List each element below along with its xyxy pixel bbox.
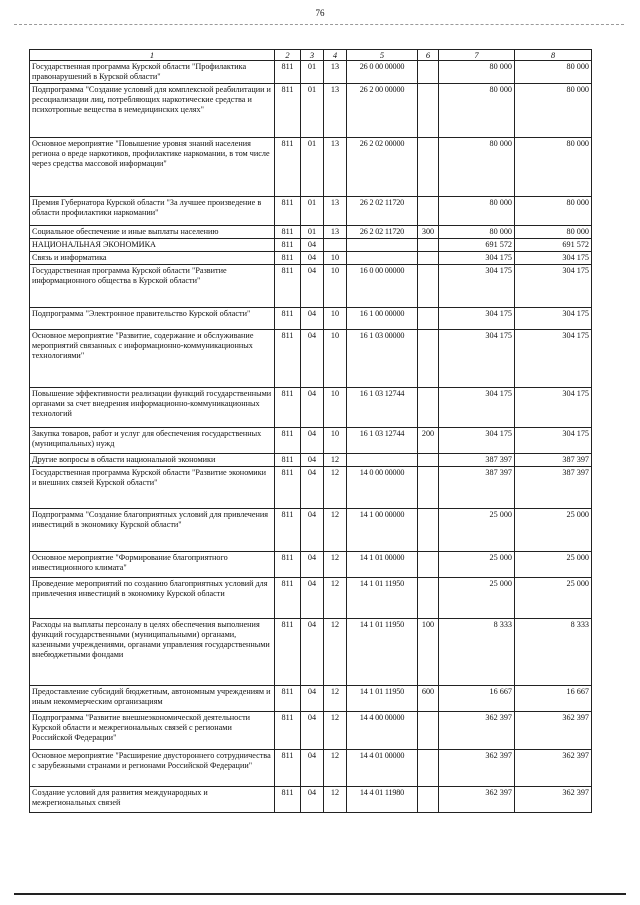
expense-type [418,787,439,813]
row-label: Подпрограмма "Развитие внешнеэкономической деятельности Курской области и межрегиональных связей с регионами Российской Федерации" [30,712,275,750]
table-row [30,787,592,813]
amount-year-2: 691 572 [515,239,592,252]
amount-year-2: 80 000 [515,61,592,84]
subsection-code: 10 [324,252,347,265]
expense-type [418,197,439,226]
admin-code: 811 [275,552,301,578]
table-row [30,61,592,84]
section-code: 01 [301,197,324,226]
expense-type: 300 [418,226,439,239]
amount-year-2: 25 000 [515,578,592,619]
subsection-code: 12 [324,552,347,578]
section-code: 01 [301,84,324,138]
target-article: 14 4 01 00000 [347,750,418,787]
row-label: Основное мероприятие "Повышение уровня знаний населения региона о вреде наркотиков, профилактике наркомании, в том числе через средства массовой информации" [30,138,275,197]
section-code: 01 [301,138,324,197]
amount-year-2: 387 397 [515,467,592,509]
expense-type [418,252,439,265]
amount-year-1: 304 175 [439,265,515,308]
target-article: 14 4 00 00000 [347,712,418,750]
amount-year-1: 304 175 [439,388,515,428]
amount-year-1: 80 000 [439,197,515,226]
row-label: Премия Губернатора Курской области "За лучшее произведение в области профилактики наркомании" [30,197,275,226]
subsection-code: 12 [324,509,347,552]
admin-code: 811 [275,578,301,619]
expense-type: 200 [418,428,439,454]
amount-year-1: 304 175 [439,308,515,330]
section-code: 04 [301,619,324,686]
amount-year-2: 16 667 [515,686,592,712]
section-code: 04 [301,509,324,552]
admin-code: 811 [275,428,301,454]
expense-type [418,712,439,750]
column-header: 5 [347,50,418,61]
table-row [30,252,592,265]
section-code: 04 [301,552,324,578]
table-row [30,454,592,467]
amount-year-1: 25 000 [439,509,515,552]
admin-code: 811 [275,61,301,84]
row-label: Другие вопросы в области национальной экономики [30,454,275,467]
admin-code: 811 [275,265,301,308]
subsection-code: 12 [324,578,347,619]
subsection-code: 13 [324,226,347,239]
expense-type [418,84,439,138]
amount-year-1: 80 000 [439,138,515,197]
amount-year-2: 387 397 [515,454,592,467]
subsection-code: 12 [324,467,347,509]
row-label: Проведение мероприятий по созданию благоприятных условий для привлечения инвестиций в экономику Курской области [30,578,275,619]
admin-code: 811 [275,750,301,787]
amount-year-1: 25 000 [439,552,515,578]
admin-code: 811 [275,84,301,138]
row-label: Подпрограмма "Электронное правительство Курской области" [30,308,275,330]
table-row [30,428,592,454]
amount-year-2: 304 175 [515,265,592,308]
amount-year-2: 304 175 [515,252,592,265]
column-header: 1 [30,50,275,61]
amount-year-2: 25 000 [515,509,592,552]
expense-type [418,467,439,509]
target-article: 14 1 01 11950 [347,578,418,619]
amount-year-2: 362 397 [515,750,592,787]
subsection-code: 10 [324,308,347,330]
table-row [30,197,592,226]
amount-year-2: 80 000 [515,138,592,197]
admin-code: 811 [275,308,301,330]
amount-year-1: 691 572 [439,239,515,252]
section-code: 04 [301,388,324,428]
row-label: Основное мероприятие "Формирование благоприятного инвестиционного климата" [30,552,275,578]
table-row [30,467,592,509]
admin-code: 811 [275,712,301,750]
subsection-code: 10 [324,330,347,388]
target-article: 26 2 00 00000 [347,84,418,138]
table-row [30,686,592,712]
subsection-code: 12 [324,750,347,787]
row-label: Закупка товаров, работ и услуг для обеспечения государственных (муниципальных) нужд [30,428,275,454]
subsection-code: 13 [324,84,347,138]
amount-year-2: 8 333 [515,619,592,686]
subsection-code: 12 [324,787,347,813]
table-row [30,84,592,138]
target-article: 16 1 03 12744 [347,428,418,454]
column-header: 6 [418,50,439,61]
target-article: 14 1 00 00000 [347,509,418,552]
admin-code: 811 [275,226,301,239]
target-article: 26 2 02 00000 [347,138,418,197]
expense-type [418,750,439,787]
expense-type [418,265,439,308]
row-label: Государственная программа Курской области "Профилактика правонарушений в Курской области" [30,61,275,84]
target-article: 26 0 00 00000 [347,61,418,84]
subsection-code: 12 [324,619,347,686]
target-article: 16 0 00 00000 [347,265,418,308]
admin-code: 811 [275,239,301,252]
amount-year-1: 80 000 [439,226,515,239]
admin-code: 811 [275,619,301,686]
amount-year-1: 387 397 [439,467,515,509]
expense-type [418,308,439,330]
expense-type [418,552,439,578]
section-code: 01 [301,61,324,84]
amount-year-2: 304 175 [515,388,592,428]
target-article: 16 1 00 00000 [347,308,418,330]
target-article: 14 1 01 11950 [347,686,418,712]
section-code: 04 [301,454,324,467]
section-code: 04 [301,712,324,750]
row-label: Социальное обеспечение и иные выплаты населению [30,226,275,239]
admin-code: 811 [275,388,301,428]
target-article: 14 0 00 00000 [347,467,418,509]
admin-code: 811 [275,787,301,813]
table-row [30,712,592,750]
target-article [347,454,418,467]
section-code: 04 [301,787,324,813]
expense-type [418,509,439,552]
row-label: Государственная программа Курской области "Развитие информационного общества в Курской области" [30,265,275,308]
top-divider [14,24,624,25]
expense-type [418,330,439,388]
target-article: 26 2 02 11720 [347,197,418,226]
row-label: Предоставление субсидий бюджетным, автономным учреждениям и иным некоммерческим организациям [30,686,275,712]
row-label: Связь и информатика [30,252,275,265]
column-header: 2 [275,50,301,61]
subsection-code: 13 [324,61,347,84]
admin-code: 811 [275,330,301,388]
target-article: 26 2 02 11720 [347,226,418,239]
admin-code: 811 [275,252,301,265]
section-code: 04 [301,239,324,252]
page-number: 76 [315,8,325,18]
amount-year-1: 304 175 [439,428,515,454]
section-code: 04 [301,578,324,619]
target-article: 14 4 01 11980 [347,787,418,813]
amount-year-1: 16 667 [439,686,515,712]
row-label: Подпрограмма "Создание условий для комплексной реабилитации и ресоциализации лиц, потребляющих наркотические средства и психотропные вещества в немедицинских целях" [30,84,275,138]
expense-type [418,578,439,619]
table-row [30,330,592,388]
section-code: 01 [301,226,324,239]
subsection-code: 12 [324,686,347,712]
amount-year-2: 80 000 [515,84,592,138]
row-label: Государственная программа Курской области "Развитие экономики и внешних связей Курской области" [30,467,275,509]
table-body [30,50,592,813]
expense-type: 600 [418,686,439,712]
section-code: 04 [301,750,324,787]
row-label: НАЦИОНАЛЬНАЯ ЭКОНОМИКА [30,239,275,252]
subsection-code: 13 [324,197,347,226]
table-row [30,552,592,578]
amount-year-2: 304 175 [515,308,592,330]
row-label: Основное мероприятие "Расширение двустороннего сотрудничества с зарубежными странами и регионами Российской Федерации" [30,750,275,787]
section-code: 04 [301,686,324,712]
amount-year-2: 304 175 [515,330,592,388]
row-label: Основное мероприятие "Развитие, содержание и обслуживание мероприятий связанных с информационно-коммуникационных технологиями" [30,330,275,388]
amount-year-2: 80 000 [515,226,592,239]
row-label: Расходы на выплаты персоналу в целях обеспечения выполнения функций государственными (муниципальными) органами, казенными учреждениями, органами управления государственными внебюджетными фондами [30,619,275,686]
subsection-code: 12 [324,712,347,750]
section-code: 04 [301,467,324,509]
amount-year-1: 362 397 [439,712,515,750]
row-label: Повышение эффективности реализации функций государственными органами за счет внедрения информационно-коммуникационных технологий [30,388,275,428]
target-article: 14 1 01 00000 [347,552,418,578]
section-code: 04 [301,330,324,388]
expense-type [418,138,439,197]
subsection-code: 12 [324,454,347,467]
subsection-code [324,239,347,252]
amount-year-1: 80 000 [439,84,515,138]
amount-year-1: 25 000 [439,578,515,619]
section-code: 04 [301,252,324,265]
admin-code: 811 [275,197,301,226]
column-header: 7 [439,50,515,61]
target-article [347,252,418,265]
admin-code: 811 [275,454,301,467]
subsection-code: 10 [324,265,347,308]
table-row [30,750,592,787]
amount-year-1: 304 175 [439,330,515,388]
amount-year-1: 304 175 [439,252,515,265]
expense-type [418,388,439,428]
row-label: Создание условий для развития международных и межрегиональных связей [30,787,275,813]
bottom-divider [14,893,626,895]
table-row [30,388,592,428]
admin-code: 811 [275,686,301,712]
expense-type [418,61,439,84]
table-row [30,619,592,686]
amount-year-2: 304 175 [515,428,592,454]
row-label: Подпрограмма "Создание благоприятных условий для привлечения инвестиций в экономику Курской области" [30,509,275,552]
amount-year-1: 362 397 [439,750,515,787]
table-row [30,226,592,239]
table-row [30,578,592,619]
column-header: 4 [324,50,347,61]
amount-year-1: 8 333 [439,619,515,686]
table-row [30,509,592,552]
subsection-code: 10 [324,388,347,428]
amount-year-1: 387 397 [439,454,515,467]
amount-year-2: 25 000 [515,552,592,578]
budget-table [29,49,592,813]
table-row [30,265,592,308]
section-code: 04 [301,265,324,308]
amount-year-1: 80 000 [439,61,515,84]
amount-year-2: 362 397 [515,787,592,813]
target-article: 14 1 01 11950 [347,619,418,686]
column-header: 3 [301,50,324,61]
subsection-code: 10 [324,428,347,454]
column-header: 8 [515,50,592,61]
table-row [30,308,592,330]
expense-type: 100 [418,619,439,686]
amount-year-2: 362 397 [515,712,592,750]
admin-code: 811 [275,138,301,197]
section-code: 04 [301,428,324,454]
subsection-code: 13 [324,138,347,197]
table-row [30,239,592,252]
target-article: 16 1 03 12744 [347,388,418,428]
admin-code: 811 [275,509,301,552]
table-header-row [30,50,592,61]
table-row [30,138,592,197]
target-article: 16 1 03 00000 [347,330,418,388]
admin-code: 811 [275,467,301,509]
amount-year-2: 80 000 [515,197,592,226]
expense-type [418,454,439,467]
section-code: 04 [301,308,324,330]
target-article [347,239,418,252]
expense-type [418,239,439,252]
amount-year-1: 362 397 [439,787,515,813]
